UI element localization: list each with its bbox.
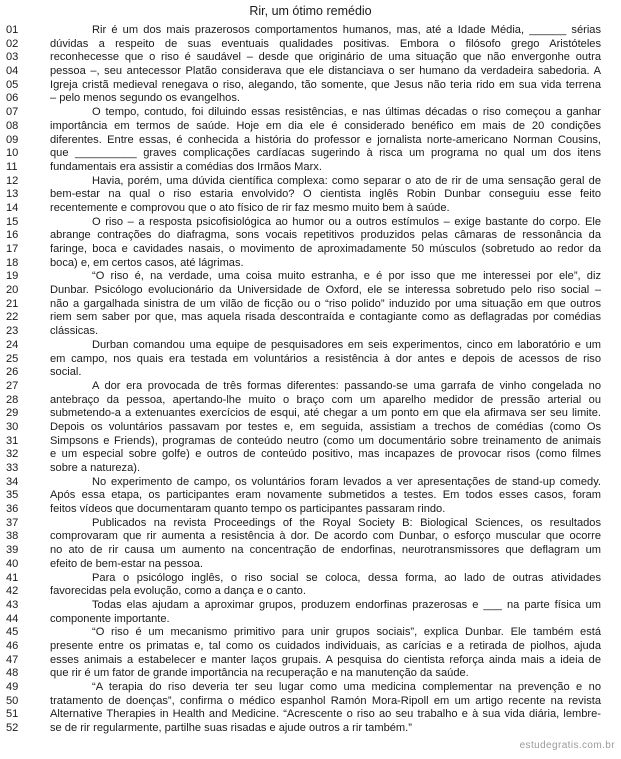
- line-text: e um especial sobre golfe) e outros de conteúdo positivo, mas incapazes de provocar risos (como filmes: [50, 448, 601, 461]
- line-number: 39: [6, 544, 19, 557]
- text-line: [0, 435, 621, 449]
- line-text: em campo, nos quais era testada em voluntários a resistência à dor antes e depois de acessos de riso: [50, 352, 601, 365]
- text-line: [0, 65, 621, 79]
- line-number: 06: [6, 92, 19, 105]
- line-text: esses animais a estabelecer e manter laços grupais. A pesquisa do cientista reforça ainda mais a ideia de: [50, 653, 601, 666]
- line-number: 20: [6, 284, 19, 297]
- text-line: [0, 38, 621, 52]
- text-line: [0, 695, 621, 709]
- line-text: Alternative Therapies in Health and Medicine. “Acrescente o riso ao seu trabalho e à sua vida diária, lembre-: [50, 708, 601, 721]
- text-line: [0, 147, 621, 161]
- text-line: [0, 667, 621, 681]
- line-number: 15: [6, 215, 19, 228]
- watermark: estudegratis.com.br: [519, 740, 615, 751]
- line-number: 31: [6, 434, 19, 447]
- line-number: 34: [6, 475, 19, 488]
- line-text: favorecidas pela evolução, como a dança e o canto.: [50, 585, 306, 598]
- line-text: feitos vídeos que documentaram quanto tempo os participantes passaram rindo.: [50, 503, 446, 516]
- text-line: [0, 243, 621, 257]
- line-text: Durban comandou uma equipe de pesquisadores em seis experimentos, cinco em laboratório e um: [92, 338, 601, 351]
- line-text: faringe, boca e cavidades nasais, o movimento de aproximadamente 50 músculos (sobretudo ao redor da: [50, 243, 601, 255]
- line-text: boca) e, em certos casos, até lágrimas.: [50, 256, 244, 269]
- text-line: [0, 476, 621, 490]
- line-number: 09: [6, 133, 19, 146]
- line-number: 24: [6, 338, 19, 351]
- line-text: pessoa –, seu antecessor Platão considerava que ele distanciava o ser humano da verdadeira sabedoria. A: [50, 65, 601, 78]
- line-number: 38: [6, 530, 19, 543]
- text-line: [0, 517, 621, 531]
- text-line: [0, 51, 621, 65]
- line-number: 04: [6, 65, 19, 78]
- line-text: tratamento de doenças”, confirma o médico espanhol Ramón Mora-Ripoll em um artigo recente na revista: [50, 694, 601, 707]
- line-number: 21: [6, 297, 19, 310]
- line-text: – pelo menos segundo os evangelhos.: [50, 92, 240, 105]
- line-number: 41: [6, 571, 19, 584]
- line-number: 13: [6, 188, 19, 201]
- line-text: O riso – a resposta psicofisiológica ao humor ou a outros estímulos – exige bastante do corpo. Ele: [92, 215, 601, 228]
- text-line: [0, 585, 621, 599]
- line-text: fundamentais era assistir a comédias dos Irmãos Marx.: [50, 160, 322, 173]
- line-text: “O riso é um mecanismo primitivo para unir grupos sociais”, explica Dunbar. Ele também está: [92, 626, 601, 639]
- text-line: [0, 708, 621, 722]
- line-text: Dunbar. Psicólogo evolucionário da Universidade de Oxford, ele se interessa sobretudo pelo riso social –: [50, 284, 601, 297]
- line-text: Para o psicólogo inglês, o riso social se coloca, dessa forma, ao lado de outras atividades: [92, 571, 601, 584]
- text-line: [0, 161, 621, 175]
- text-line: [0, 489, 621, 503]
- line-number: 44: [6, 612, 19, 625]
- line-text: submetendo-a a extenuantes exercícios de esqui, até chegar a um ponto em que ela afirmava ser seu limite.: [50, 407, 601, 420]
- line-text: O tempo, contudo, foi diluindo essas resistências, e nas últimas décadas o riso começou a ganhar: [92, 106, 601, 119]
- line-text: bem-estar na qual o riso estaria envolvido? O cientista inglês Robin Dunbar conseguiu esse feito: [50, 188, 601, 201]
- line-text: Após essa etapa, os participantes eram novamente submetidos a testes. Em todos esses casos, foram: [50, 489, 601, 502]
- line-text: Rir é um dos mais prazerosos comportamentos humanos, mas, até a Idade Média, ______ sérias: [92, 24, 601, 36]
- line-number: 22: [6, 311, 19, 324]
- line-number: 40: [6, 557, 19, 570]
- text-line: [0, 311, 621, 325]
- line-number: 48: [6, 667, 19, 680]
- text-line: [0, 681, 621, 695]
- text-line: [0, 544, 621, 558]
- line-number: 05: [6, 78, 19, 91]
- text-line: [0, 613, 621, 627]
- line-number: 25: [6, 352, 19, 365]
- line-text: No experimento de campo, os voluntários foram levados a ver apresentações de stand-up comedy.: [92, 475, 601, 488]
- text-line: [0, 339, 621, 353]
- line-text: no ato de rir causa um aumento na concentração de endorfinas, neurotransmissores que deflagram um: [50, 544, 601, 557]
- text-line: [0, 503, 621, 517]
- line-text: “O riso é, na verdade, uma coisa muito estranha, e é por isso que me interessei por ele”, diz: [92, 270, 601, 283]
- line-number: 23: [6, 325, 19, 338]
- line-number: 18: [6, 256, 19, 269]
- text-line: [0, 421, 621, 435]
- line-text: componente importante.: [50, 612, 170, 625]
- line-text: Havia, porém, uma dúvida científica complexa: como separar o ato de rir de uma sensação geral de: [92, 174, 601, 187]
- line-text: efeito de bem-estar na pessoa.: [50, 557, 203, 570]
- line-text: presente entre os primatas e, tal como os cuidados individuais, as carícias e a retirada de piolhos, ajuda: [50, 639, 601, 652]
- line-text: dúvidas a respeito de suas eventuais qualidades positivas. Embora o filósofo grego Aristóteles: [50, 37, 601, 50]
- line-number: 14: [6, 201, 19, 214]
- line-number: 50: [6, 694, 19, 707]
- line-number: 17: [6, 243, 19, 255]
- line-text: Igreja cristã medieval renegava o riso, alegando, tão somente, que Jesus não teria rido em sua vida terrena: [50, 78, 601, 91]
- text-line: [0, 120, 621, 134]
- text-line: [0, 407, 621, 421]
- text-line: [0, 558, 621, 572]
- line-number: 16: [6, 229, 19, 242]
- line-text: Todas elas ajudam a aproximar grupos, produzem endorfinas prazerosas e ___ na parte física um: [92, 598, 601, 611]
- line-number: 08: [6, 119, 19, 132]
- text-line: [0, 599, 621, 613]
- line-text: A dor era provocada de três formas diferentes: passando-se uma garrafa de vinho congelada no: [92, 379, 601, 392]
- text-line: [0, 530, 621, 544]
- line-text: que __________ graves complicações cardíacas sugerindo à risca um programa no qual um dos itens: [50, 147, 601, 160]
- line-text: se de rir regularmente, partilhe suas risadas e ajude outros a rir também.”: [50, 722, 412, 735]
- line-text: diferentes. Entre essas, é conhecida a história do professor e jornalista norte-americano Norman Cousins,: [50, 133, 601, 146]
- line-number: 07: [6, 106, 19, 119]
- line-number: 12: [6, 174, 19, 187]
- line-number: 10: [6, 147, 19, 160]
- text-line: [0, 462, 621, 476]
- text-line: [0, 24, 621, 38]
- text-line: [0, 654, 621, 668]
- line-number: 51: [6, 708, 19, 721]
- text-line: [0, 366, 621, 380]
- text-line: [0, 216, 621, 230]
- line-number: 11: [6, 160, 18, 173]
- text-line: [0, 229, 621, 243]
- text-line: [0, 175, 621, 189]
- line-number: 43: [6, 598, 19, 611]
- line-number: 29: [6, 407, 19, 420]
- text-line: [0, 270, 621, 284]
- line-text: antebraço da pessoa, apertando-lhe muito o braço com um aparelho medidor de pressão arterial ou: [50, 393, 601, 406]
- text-line: [0, 202, 621, 216]
- line-number: 19: [6, 270, 19, 283]
- line-number: 30: [6, 420, 19, 433]
- text-line: [0, 284, 621, 298]
- text-line: [0, 325, 621, 339]
- line-text: riem sem saber por que, mas aquela risada descontraída e contagiante como as deflagradas por comédias: [50, 311, 601, 324]
- text-line: [0, 640, 621, 654]
- text-line: [0, 298, 621, 312]
- line-number: 45: [6, 626, 19, 639]
- line-number: 36: [6, 503, 19, 516]
- line-number: 28: [6, 393, 19, 406]
- text-line: [0, 626, 621, 640]
- line-number: 02: [6, 37, 19, 50]
- line-text: reconhecesse que o riso é saudável – desde que originário de uma situação que não envergonhe outra: [50, 51, 601, 64]
- line-number: 26: [6, 366, 19, 379]
- line-number: 03: [6, 51, 19, 64]
- line-text: clássicas.: [50, 325, 99, 338]
- text-body: [0, 24, 621, 736]
- line-number: 27: [6, 379, 19, 392]
- line-number: 52: [6, 722, 19, 735]
- text-line: [0, 92, 621, 106]
- line-text: Depois os voluntários passavam por testes e, em seguida, assistiam a trechos de comédias (como Os: [50, 420, 601, 433]
- document-title: Rir, um ótimo remédio: [249, 4, 372, 18]
- line-number: 42: [6, 585, 19, 598]
- line-text: recentemente e comprovou que o ato físico de rir faz mesmo muito bem à saúde.: [50, 201, 450, 214]
- line-text: importância em termos de saúde. Hoje em dia ele é considerado benéfico em mais de 20 condições: [50, 119, 601, 132]
- line-text: abrange contrações do diafragma, sons vocais repetitivos produzidos pelas câmaras de ressonância da: [50, 229, 601, 242]
- text-line: [0, 353, 621, 367]
- line-text: “A terapia do riso deveria ter seu lugar como uma medicina complementar na prevenção e no: [92, 681, 601, 693]
- line-text: Simpsons e Friends), programas de conteúdo neutro (como um documentário sobre treinamento de animais: [50, 434, 601, 447]
- line-number: 32: [6, 448, 19, 461]
- text-line: [0, 448, 621, 462]
- line-number: 47: [6, 653, 19, 666]
- text-line: [0, 134, 621, 148]
- line-text: não a gargalhada sinistra de um vilão de ficção ou o “riso polido” induzido por uma situação em que outros: [50, 297, 601, 310]
- line-number: 37: [6, 516, 19, 529]
- line-number: 46: [6, 639, 19, 652]
- line-text: que rir é um fator de grande importância na recuperação e na manutenção da saúde.: [50, 667, 469, 680]
- line-number: 35: [6, 489, 19, 502]
- text-line: [0, 722, 621, 736]
- line-number: 01: [6, 24, 19, 36]
- text-line: [0, 79, 621, 93]
- text-line: [0, 380, 621, 394]
- text-line: [0, 188, 621, 202]
- line-number: 33: [6, 462, 19, 474]
- line-text: social.: [50, 366, 82, 379]
- text-line: [0, 106, 621, 120]
- line-text: comprovaram que rir aumenta a resistência à dor. De acordo com Dunbar, o esforço muscular que ocorre: [50, 530, 601, 543]
- text-line: [0, 572, 621, 586]
- text-line: [0, 257, 621, 271]
- line-text: Publicados na revista Proceedings of the Royal Society B: Biological Sciences, os resultados: [92, 516, 601, 529]
- text-line: [0, 394, 621, 408]
- line-number: 49: [6, 681, 19, 693]
- line-text: sobre a natureza).: [50, 462, 141, 474]
